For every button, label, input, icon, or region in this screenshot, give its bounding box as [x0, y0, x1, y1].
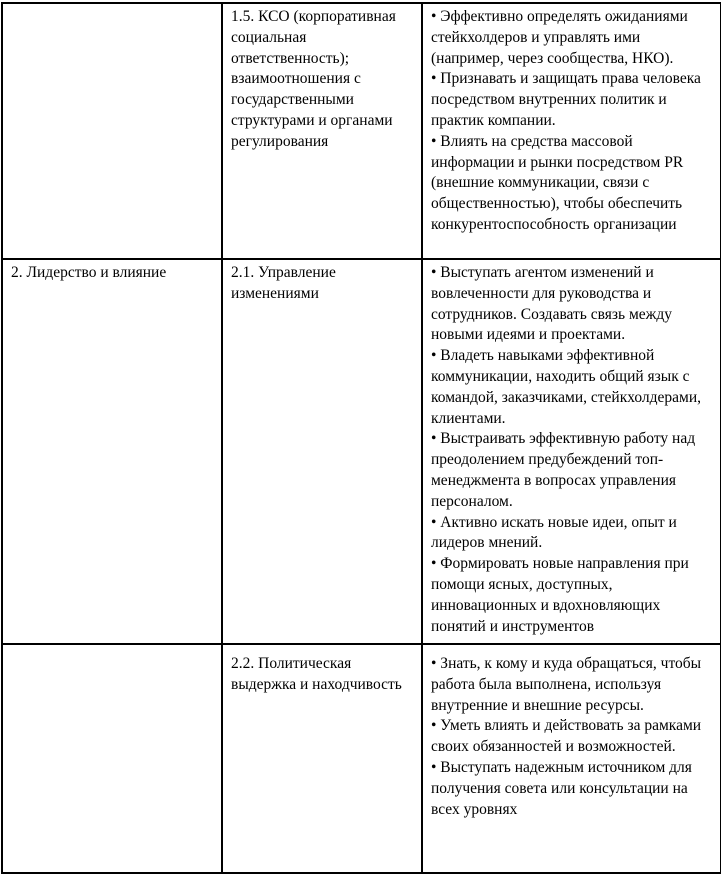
competency-label: 1.5. КСО (корпоративная социальная ответственность); взаимоотношения с государственными структурами и органами регулирования	[231, 8, 396, 150]
bullet-item: • Формировать новые направления при помощи ясных, доступных, инновационных и вдохновляющих понятий и инструментов	[431, 555, 689, 635]
bullet-item: • Эффективно определять ожиданиями стейкхолдеров и управлять ими (например, через сообщества, НКО).	[431, 8, 688, 67]
cell-competency-kso	[222, 3, 422, 259]
bullet-item: • Признавать и защищать права человека посредством внутренних политик и практик компании.	[431, 70, 701, 129]
competency-label: 2.2. Политическая выдержка и находчивость	[231, 655, 402, 693]
table-row	[2, 644, 721, 873]
cell-indicators-political	[422, 644, 721, 873]
cell-category-empty-2	[2, 644, 222, 873]
cell-competency-political	[222, 644, 422, 873]
cell-indicators-kso	[422, 3, 721, 259]
bullet-item: • Выступать надежным источником для получения совета или консультации на всех уровнях	[431, 758, 692, 818]
bullet-item: • Выстраивать эффективную работу над преодолением предубеждений топ-менеджмента в вопросах управления персоналом.	[431, 430, 696, 510]
bullet-item: • Выступать агентом изменений и вовлеченности для руководства и сотрудников. Создавать связь между новыми идеями и проектами.	[431, 264, 672, 344]
cell-category-leadership	[2, 259, 222, 644]
cell-indicators-change-management	[422, 259, 721, 644]
bullet-item: • Активно искать новые идеи, опыт и лидеров мнений.	[431, 513, 677, 552]
table-row	[2, 3, 721, 259]
bullet-item: • Знать, к кому и куда обращаться, чтобы работа была выполнена, используя внутренние и внешние ресурсы.	[431, 655, 702, 714]
category-label: 2. Лидерство и влияние	[11, 264, 167, 281]
bullet-item: • Уметь влиять и действовать за рамками своих обязанностей и возможностей.	[431, 717, 702, 756]
cell-category-empty-1	[2, 3, 222, 259]
competency-label: 2.1. Управление изменениями	[231, 264, 336, 302]
cell-competency-change-management	[222, 259, 422, 644]
table-row	[2, 259, 721, 644]
competency-table	[1, 2, 721, 874]
bullet-item: • Влиять на средства массовой информации и рынки посредством PR (внешние коммуникации, связи с общественностью), чтобы обеспечить конкурентоспособность организации	[431, 132, 684, 233]
bullet-item: • Владеть навыками эффективной коммуникации, находить общий язык с командой, заказчиками, стейкхолдерами, клиентами.	[431, 347, 702, 427]
